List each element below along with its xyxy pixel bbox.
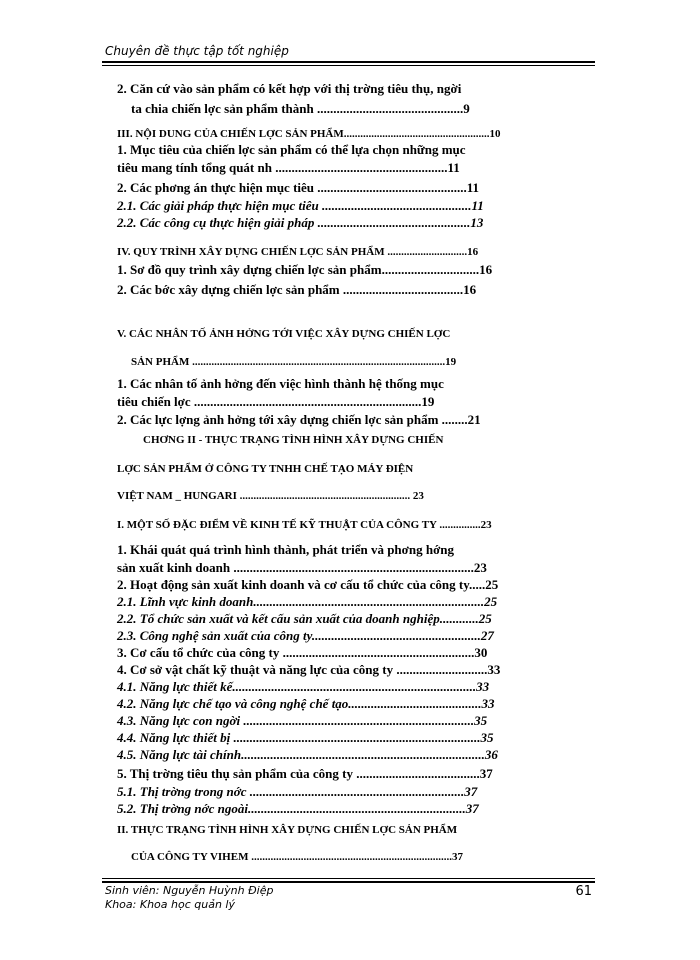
toc-section-heading: V. CÁC NHÂN TỐ ẢNH HỞNG TỚI VIỆC XÂY DỰNG CHIẾN LỢC — [117, 328, 451, 340]
toc-entry: tiêu mang tính tổng quát nh .....................................................11 — [117, 160, 460, 175]
toc-entry: 3. Cơ cấu tổ chức của công ty ...........................................................30 — [117, 645, 488, 660]
toc-entry: 1. Khái quát quá trình hình thành, phát triển và phơng hớng — [117, 542, 454, 557]
toc-entry: 4. Cơ sở vật chất kỹ thuật và năng lực của công ty ............................33 — [117, 662, 501, 677]
toc-entry: 2.1. Lĩnh vực kinh doanh.......................................................................25 — [117, 594, 498, 609]
toc-section-heading: SẢN PHẨM ............................................................................................19 — [131, 356, 457, 368]
toc-entry: 5.2. Thị trờng nớc ngoài...................................................................37 — [117, 801, 479, 816]
toc-entry: 4.1. Năng lực thiết kế...........................................................................33 — [117, 679, 490, 694]
toc-entry: 2.2. Các công cụ thực hiện giải pháp ...............................................13 — [117, 215, 484, 230]
toc-section-heading: II. THỰC TRẠNG TÌNH HÌNH XÂY DỰNG CHIẾN LỢC SẢN PHẨM — [117, 824, 458, 836]
footer-student: Sinh viên: Nguyễn Huỳnh Điệp — [105, 884, 274, 897]
toc-entry: 2.1. Các giải pháp thực hiện mục tiêu ..............................................11 — [117, 198, 484, 213]
toc-entry: 5. Thị trờng tiêu thụ sản phẩm của công ty ......................................37 — [117, 766, 493, 781]
toc-entry: 1. Mục tiêu của chiến lợc sản phẩm có thể lựa chọn những mục — [117, 142, 466, 157]
toc-entry: 4.4. Năng lực thiết bị ............................................................................35 — [117, 730, 494, 745]
toc-entry: 2. Các bớc xây dựng chiến lợc sản phẩm .....................................16 — [117, 282, 477, 297]
toc-entry: 4.3. Năng lực con ngời .......................................................................35 — [117, 713, 488, 728]
page-header-title: Chuyên đề thực tập tốt nghiệp — [105, 44, 289, 58]
footer-rule-thin — [102, 878, 595, 879]
toc-section-heading: I. MỘT SỐ ĐẶC ĐIỂM VỀ KINH TẾ KỸ THUẬT CỦA CÔNG TY ...............23 — [117, 519, 492, 531]
page-number: 61 — [575, 884, 592, 899]
toc-entry: 2. Các lực lợng ảnh hởng tới xây dựng chiến lợc sản phẩm ........21 — [117, 412, 481, 427]
toc-entry: ta chia chiến lợc sản phẩm thành .............................................9 — [131, 101, 470, 116]
toc-entry: 2. Căn cứ vào sản phẩm có kết hợp với thị trờng tiêu thụ, ngời — [117, 81, 462, 96]
chapter-heading: VIỆT NAM _ HUNGARI .............................................................. 23 — [117, 490, 424, 502]
toc-entry: 1. Các nhân tố ảnh hởng đến việc hình thành hệ thống mục — [117, 376, 444, 391]
toc-entry: 2.3. Công nghệ sản xuất của công ty....................................................27 — [117, 628, 494, 643]
toc-section-heading: III. NỘI DUNG CỦA CHIẾN LỢC SẢN PHẨM.....................................................10 — [117, 128, 501, 140]
footer-rule-thick — [102, 881, 595, 883]
chapter-heading: LỢC SẢN PHẨM Ở CÔNG TY TNHH CHẾ TẠO MÁY ĐIỆN — [117, 463, 414, 475]
toc-entry: 2.2. Tổ chức sản xuất và kết cấu sản xuất của doanh nghiệp............25 — [117, 611, 492, 626]
toc-entry: tiêu chiến lợc ......................................................................19 — [117, 394, 435, 409]
chapter-heading: CHƠNG II - THỰC TRẠNG TÌNH HÌNH XÂY DỰNG CHIẾN — [143, 434, 444, 446]
toc-entry: 2. Các phơng án thực hiện mục tiêu ..............................................11 — [117, 180, 480, 195]
toc-entry: 2. Hoạt động sản xuất kinh doanh và cơ cấu tổ chức của công ty.....25 — [117, 577, 499, 592]
toc-entry: 4.2. Năng lực chế tạo và công nghệ chế tạo.........................................33 — [117, 696, 495, 711]
toc-entry: 1. Sơ đồ quy trình xây dựng chiến lợc sản phẩm..............................16 — [117, 262, 493, 277]
toc-entry: 5.1. Thị trờng trong nớc ..................................................................37 — [117, 784, 478, 799]
toc-section-heading: IV. QUY TRÌNH XÂY DỰNG CHIẾN LỢC SẢN PHẨM .............................16 — [117, 246, 479, 258]
toc-section-heading: CỦA CÔNG TY VIHEM .........................................................................37 — [131, 851, 463, 863]
toc-entry: sản xuất kinh doanh ..........................................................................23 — [117, 560, 487, 575]
toc-entry: 4.5. Năng lực tài chính...........................................................................36 — [117, 747, 498, 762]
footer-faculty: Khoa: Khoa học quản lý — [105, 898, 235, 911]
